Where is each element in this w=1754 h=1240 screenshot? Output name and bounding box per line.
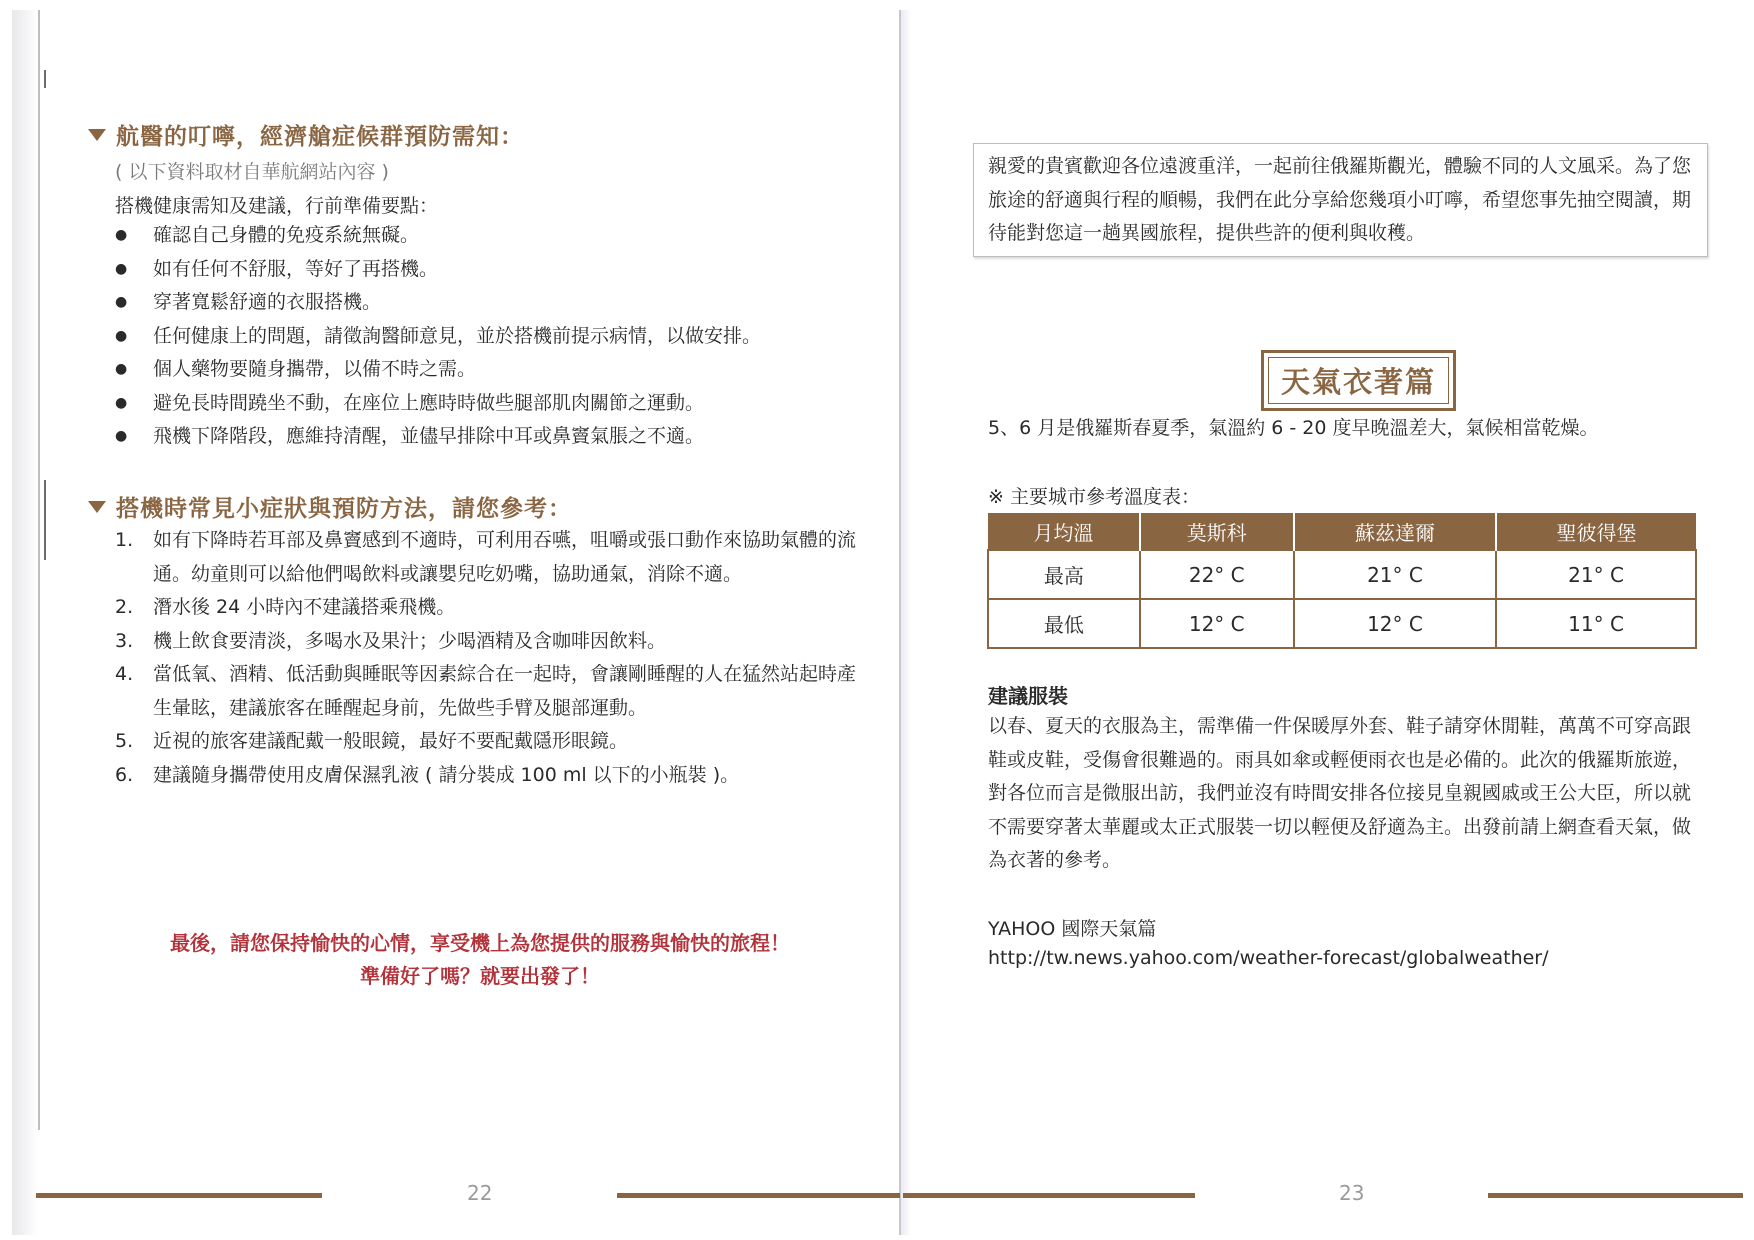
bullet-dot-icon: ● [115,394,128,411]
list-item: 4. 當低氧、酒精、低活動與睡眠等因素綜合在一起時，會讓剛睡醒的人在猛然站起時產生暈眩，建議旅客在睡醒起身前，先做些手臂及腿部運動。 [115,663,857,719]
table-header: 莫斯科 [1140,513,1294,550]
bullet-dot-icon: ● [115,361,128,377]
page-number-left: 22 [467,1181,493,1205]
closing-line-2: 準備好了嗎？就要出發了！ [360,964,600,988]
triangle-down-icon [88,501,106,513]
section1-title: 航醫的叮嚀，經濟艙症候群預防需知： [116,124,524,150]
table-cell: 12° C [1140,599,1294,648]
list-item: ● 如有任何不舒服，等好了再搭機。 [115,253,761,287]
section1-heading [88,118,524,151]
closing-line-1: 最後，請您保持愉快的心情，享受機上為您提供的服務與愉快的旅程！ [170,931,790,955]
advice-title: 建議服裝 [988,684,1068,708]
page-number-right: 23 [1339,1181,1365,1205]
weather-clothing-title: 天氣衣著篇 [1261,350,1456,411]
health-tips-list [115,219,761,454]
list-item: ● 任何健康上的問題，請徵詢醫師意見，並於搭機前提示病情，以做安排。 [115,320,761,354]
section2-title: 搭機時常見小症狀與預防方法，請您參考： [116,496,572,522]
list-item: 1. 如有下降時若耳部及鼻竇感到不適時，可利用吞嚥，咀嚼或張口動作來協助氣體的流通。幼童則可以給他們喝飲料或讓嬰兒吃奶嘴，協助通氣，消除不適。 [115,529,857,585]
yahoo-weather-title: YAHOO 國際天氣篇 [988,918,1157,940]
section1-intro: 搭機健康需知及建議，行前準備要點： [115,195,439,217]
list-item: ● 避免長時間蹺坐不動，在座位上應時時做些腿部肌肉關節之運動。 [115,387,761,421]
source-note: ( 以下資料取材自華航網站內容 ) [115,161,389,183]
yahoo-weather-url: http://tw.news.yahoo.com/weather-forecast/globalweather/ [988,947,1549,969]
advice-text: 以春、夏天的衣服為主，需準備一件保暖厚外套、鞋子請穿休閒鞋，萬萬不可穿高跟鞋或皮鞋，受傷會很難過的。雨具如傘或輕便雨衣也是必備的。此次的俄羅斯旅遊，對各位而言是微服出訪，我們並沒有時間安排各位接見皇親國戚或王公大臣，所以就不需要穿著太華麗或太正式服裝一切以輕便及舒適為主。出發前請上網查看天氣，做為衣著的參考。 [988,715,1692,871]
list-item: ● 穿著寬鬆舒適的衣服搭機。 [115,286,761,320]
table-cell: 12° C [1294,599,1496,648]
footer-bar [1488,1193,1743,1198]
table-row [988,599,1696,648]
list-item: 6. 建議隨身攜帶使用皮膚保濕乳液 ( 請分裝成 100 ml 以下的小瓶裝 )。 [115,763,740,786]
table-header: 蘇茲達爾 [1294,513,1496,550]
table-cell: 22° C [1140,550,1294,599]
footer-bar [36,1193,322,1198]
climate-text: 5、6 月是俄羅斯春夏季，氣溫約 6 - 20 度早晚溫差大，氣候相當乾燥。 [988,417,1599,439]
table-cell: 11° C [1496,599,1696,648]
table-header: 月均溫 [988,513,1140,550]
bullet-dot-icon: ● [115,260,128,277]
table-header: 聖彼得堡 [1496,513,1696,550]
list-item: ● 確認自己身體的免疫系統無礙。 [115,219,761,253]
bullet-dot-icon: ● [115,294,128,310]
footer-bar [903,1193,1195,1198]
list-item: 2. 潛水後 24 小時內不建議搭乘飛機。 [115,596,456,618]
table-cell: 21° C [1496,550,1696,599]
list-item: ● 飛機下降階段，應維持清醒，並儘早排除中耳或鼻竇氣脹之不適。 [115,420,761,454]
closing-message [100,927,860,993]
bullet-dot-icon: ● [115,428,128,444]
table-cell: 21° C [1294,550,1496,599]
temperature-table [987,513,1697,649]
list-item: 3. 機上飲食要清淡，多喝水及果汁；少喝酒精及含咖啡因飲料。 [115,629,667,652]
symptoms-list [115,524,873,792]
table-note: ※ 主要城市參考溫度表： [988,486,1200,508]
bullet-dot-icon: ● [115,327,128,344]
table-row [988,550,1696,599]
table-header-row [988,513,1696,550]
table-cell: 最低 [988,599,1140,648]
triangle-down-icon [88,129,106,141]
footer-bar [617,1193,900,1198]
welcome-box: 親愛的貴賓歡迎各位遠渡重洋，一起前往俄羅斯觀光，體驗不同的人文風采。為了您旅途的舒適與行程的順暢，我們在此分享給您幾項小叮嚀，希望您事先抽空閱讀，期待能對您這一趟異國旅程，提供些許的便利與收穫。 [973,143,1708,257]
table-cell: 最高 [988,550,1140,599]
list-item: 5. 近視的旅客建議配戴一般眼鏡，最好不要配戴隱形眼鏡。 [115,730,629,752]
bullet-dot-icon: ● [115,227,128,243]
list-item: ● 個人藥物要隨身攜帶，以備不時之需。 [115,353,761,387]
section2-heading [88,490,572,523]
